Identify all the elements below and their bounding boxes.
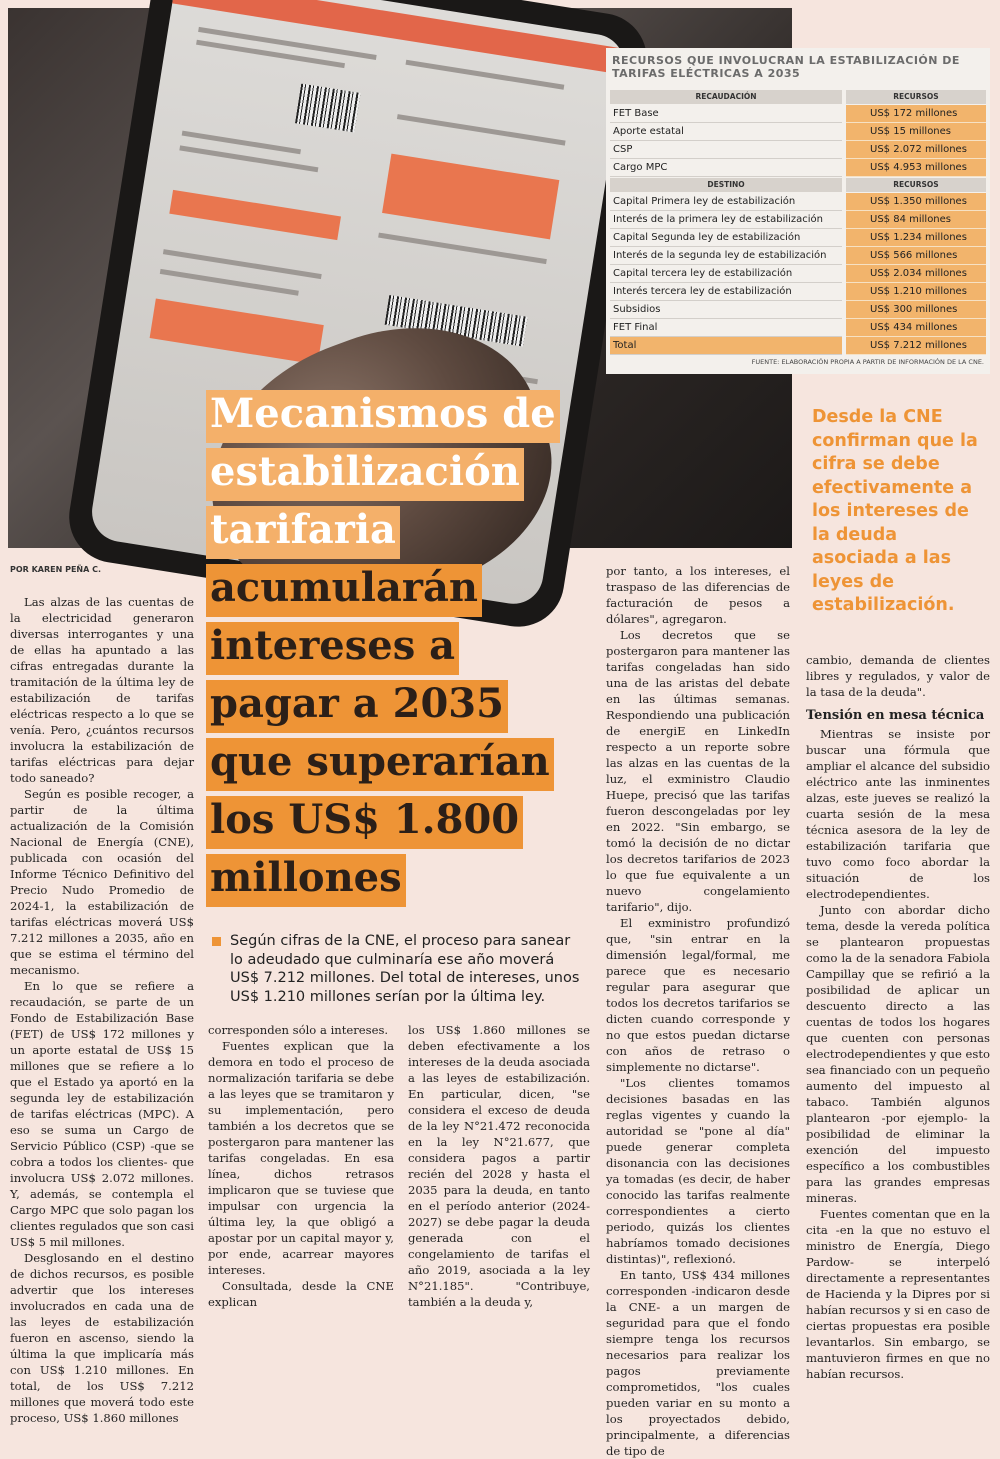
headline-line: millones [206, 854, 406, 907]
headline-line: Mecanismos de [206, 390, 560, 443]
recursos-header-2: RECURSOS [846, 178, 986, 192]
table-row: Subsidios US$ 300 millones [610, 301, 986, 319]
table-row: Capital Primera ley de estabilización US$ 1.350 millones [610, 193, 986, 211]
paragraph: por tanto, a los intereses, el traspaso de las diferencias de facturación de pesos a dólares", agregaron. [606, 564, 790, 626]
section-subhead: Tensión en mesa técnica [806, 708, 985, 723]
paragraph: Según es posible recoger, a partir de la última actualización de la Comisión Nacional de Energía (CNE), publicada con ocasión del Informe Técnico Definitivo del Precio Nudo Promedio de 2024-1, la estabilización de tarifas eléctricas moverá US$ 7.212 millones a 2035, año en que se estima el término del mecanismo. [10, 787, 194, 977]
article-column-5 [806, 652, 990, 1382]
paragraph: Fuentes comentan que en la cita -en la que no estuvo el ministro de Energía, Diego Pardow- se interpeló directamente a representantes de Hacienda y la Dipres por si habían recursos y si en caso de ciertas propuestas era posible levantarlos. Sin embargo, se mantuvieron firmes en que no habían recursos. [806, 1207, 990, 1381]
table-row: Interés de la primera ley de estabilización US$ 84 millones [610, 211, 986, 229]
paragraph: Fuentes explican que la demora en todo el proceso de normalización tarifaria se debe a las leyes que se tramitaron y su implementación, pero también a los decretos que se postergaron para mantener las tarifas congeladas. En esa línea, dichos retrasos implicaron que se tuviese que impulsar con urgencia la última ley, la que obligó a apostar por un capital mayor y, por ende, acarrear mayores intereses. [208, 1039, 394, 1277]
table-total-row: Total US$ 7.212 millones [610, 337, 986, 355]
paragraph: Consultada, desde la CNE explican [208, 1279, 394, 1309]
article-column-2 [208, 1022, 394, 1310]
headline-line: intereses a [206, 622, 459, 675]
table-row: Interés de la segunda ley de estabilización US$ 566 millones [610, 247, 986, 265]
bullet-square-icon [212, 937, 221, 946]
headline-line: que superarían [206, 738, 554, 791]
byline: POR KAREN PEÑA C. [10, 565, 102, 574]
article-column-4 [606, 563, 790, 1459]
recursos-header: RECURSOS [846, 90, 986, 104]
paragraph: Las alzas de las cuentas de la electricidad generaron diversas interrogantes y una de ellas ha apuntado a las cifras entregadas durante la tramitación de la última ley de estabilización de tarifas eléctricas respecto a lo que se venía. Pero, ¿cuántos recursos involucra la estabilización de tarifas eléctricas para dejar todo saneado? [10, 595, 194, 785]
paragraph: corresponden sólo a intereses. [208, 1023, 389, 1037]
table-row: FET Base US$ 172 millones [610, 105, 986, 123]
resources-table [606, 48, 990, 374]
paragraph: En lo que se refiere a recaudación, se parte de un Fondo de Estabilización Base (FET) de US$ 172 millones y un aporte estatal de US$ 15 millones que se refiere a lo que el Estado ya aportó en la segunda ley de estabilización de tarifas eléctricas (MPC). A eso se suma un Cargo de Servicio Público (CSP) -que se cobra a todos los clientes- que involucra US$ 2.072 millones. Y, además, se contempla el Cargo MPC que solo pagan los clientes regulados que son casi US$ 5 mil millones. [10, 979, 194, 1249]
headline-line: los US$ 1.800 [206, 796, 523, 849]
table-row: CSP US$ 2.072 millones [610, 141, 986, 159]
table-source: FUENTE: ELABORACIÓN PROPIA A PARTIR DE INFORMACIÓN DE LA CNE. [751, 358, 984, 366]
paragraph: Desglosando en el destino de dichos recursos, es posible advertir que los intereses involucrados en cada una de las leyes de estabilización fueron en ascenso, siendo la última la que implicaría más con US$ 1.210 millones. En total, de los US$ 7.212 millones que moverá todo este proceso, US$ 1.860 millones [10, 1251, 194, 1425]
paragraph: los US$ 1.860 millones se deben efectivamente a los intereses de la deuda asociada a las leyes de estabilización. En particular, dicen, "se considera el exceso de deuda de la ley N°21.472 reconocida en la ley N°21.677, que considera pagos a partir recién del 2028 y hasta el 2035 para la deuda, en tanto en el período anterior (2024-2027) se debe pagar la deuda generada con el congelamiento de tarifas el año 2019, asociada a la ley N°21.185". "Contribuye, también a la deuda y, [408, 1023, 590, 1309]
headline-line: tarifaria [206, 506, 400, 559]
paragraph: Junto con abordar dicho tema, desde la vereda política se plantearon propuestas como la de la senadora Fabiola Campillay que se refirió a la posibilidad de aplicar un descuento directo a las cuentas de todos los hogares que cuenten con personas electrodependientes y que esto sea financiado con un pequeño aumento del impuesto al tabaco. También algunos plantearon -por ejemplo- la posibilidad de eliminar la exención del impuesto específico a los combustibles para las grandes empresas mineras. [806, 903, 990, 1205]
headline-line: acumularán [206, 564, 482, 617]
lead-paragraph: Según cifras de la CNE, el proceso para sanear lo adeudado que culminaría ese año moverá US$ 7.212 millones. Del total de intereses, unos US$ 1.210 millones serían por la última ley. [212, 932, 582, 1006]
article-column-1 [10, 594, 194, 1426]
article-column-3 [408, 1022, 590, 1310]
table-row: Aporte estatal US$ 15 millones [610, 123, 986, 141]
table-row: Capital Segunda ley de estabilización US$ 1.234 millones [610, 229, 986, 247]
recaudacion-header: RECAUDACIÓN [610, 90, 842, 104]
paragraph: "Los clientes tomamos decisiones basadas en las reglas vigentes y cuando la autoridad se "pone al día" puede generar completa disonancia con las decisiones ya tomadas (es decir, de haber conocido las tarifas realmente correspondientes a cierto periodo, quizás los clientes habríamos tomado decisiones distintas)", reflexionó. [606, 1076, 790, 1266]
paragraph: cambio, demanda de clientes libres y regulados, y valor de la tasa de la deuda". [806, 653, 990, 699]
table-row: FET Final US$ 434 millones [610, 319, 986, 337]
pull-quote: Desde la CNE confirman que la cifra se debe efectivamente a los intereses de la deuda asociada a las leyes de estabilización. [812, 407, 978, 615]
table-row: Capital tercera ley de estabilización US$ 2.034 millones [610, 265, 986, 283]
headline-line: pagar a 2035 [206, 680, 508, 733]
paragraph: Los decretos que se postergaron para mantener las tarifas congeladas han sido una de las aristas del debate en las últimas semanas. Respondiendo una publicación de energiE en LinkedIn respecto a un reporte sobre las alzas en las cuentas de la luz, el exministro Claudio Huepe, precisó que las tarifas fueron descongeladas por ley en 2022. "Sin embargo, se tomó la decisión de no dictar los decretos tarifarios de 2023 lo que fue equivalente a un nuevo congelamiento tarifario", dijo. [606, 628, 790, 914]
destino-header: DESTINO [610, 178, 842, 192]
paragraph: Mientras se insiste por buscar una fórmula que ampliar el alcance del subsidio eléctrico ante las inminentes alzas, este jueves se realizó la cuarta sesión de la mesa técnica asesora de la ley de estabilización tarifaria que tuvo como foco abordar la situación de los electrodependientes. [806, 727, 990, 901]
paragraph: En tanto, US$ 434 millones corresponden -indicaron desde la CNE- a un margen de seguridad para que el fondo siempre tenga los recursos necesarios para realizar los pagos previamente comprometidos, "los cuales pueden variar en su monto a los proyectados debido, principalmente, a diferencias de tipo de [606, 1268, 790, 1458]
headline-line: estabilización [206, 448, 524, 501]
table-row: Cargo MPC US$ 4.953 millones [610, 159, 986, 177]
paragraph: El exministro profundizó que, "sin entrar en la dimensión legal/formal, me parece que es necesario regular para asegurar que todos los decretos tarifarios se dicten cuando corresponde y no que estos puedan dictarse con años de retraso o simplemente no dictarse". [606, 916, 790, 1074]
table-title: RECURSOS QUE INVOLUCRAN LA ESTABILIZACIÓN DE TARIFAS ELÉCTRICAS A 2035 [612, 54, 960, 80]
table-row: Interés tercera ley de estabilización US$ 1.210 millones [610, 283, 986, 301]
headline [206, 388, 606, 910]
